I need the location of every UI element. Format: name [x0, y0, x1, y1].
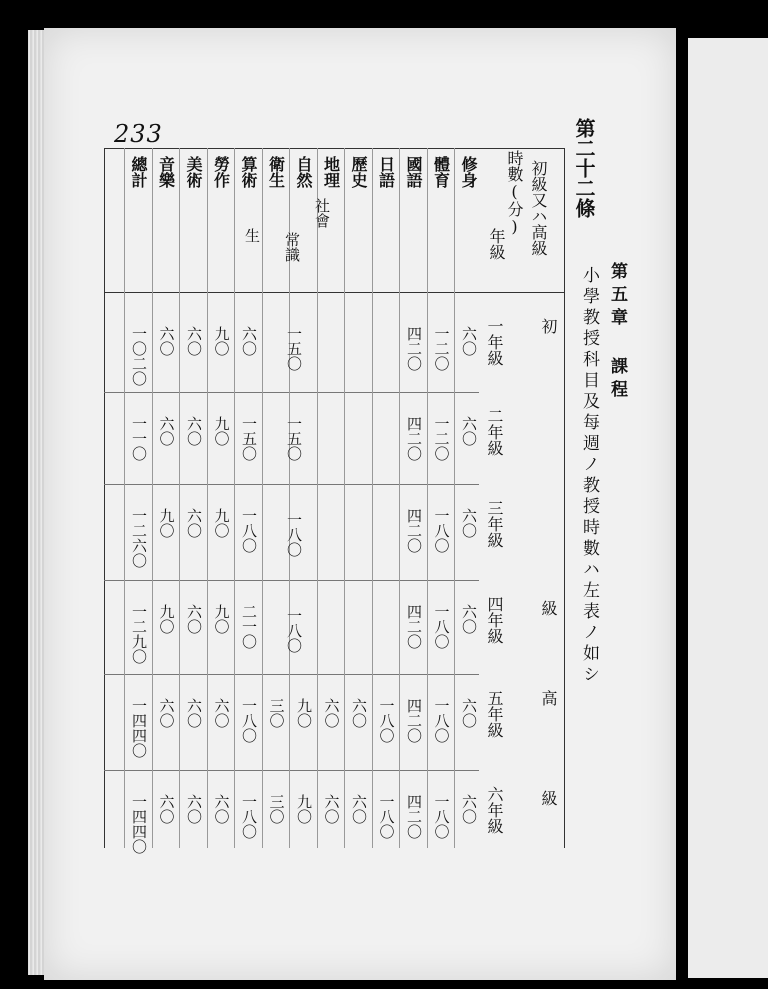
column-rule — [152, 148, 153, 848]
table-cell: 九〇 — [212, 416, 231, 446]
table-cell: 九〇 — [212, 326, 231, 356]
column-rule — [262, 148, 263, 848]
subject-4: 日語 — [376, 156, 396, 188]
table-cell: 六〇 — [212, 794, 231, 824]
table-cell: 六〇 — [185, 794, 203, 824]
table-cell: 六〇 — [157, 794, 176, 824]
merged-common-value-d: 一八〇 — [285, 608, 303, 653]
table-cell: 六〇 — [350, 698, 368, 728]
column-rule — [317, 148, 318, 848]
level-higher-label: 高 — [539, 690, 558, 706]
subject-2: 體育 — [431, 156, 451, 188]
table-cell: 三〇 — [267, 698, 286, 728]
grade-row-rule — [104, 484, 479, 485]
table-cell: 三〇 — [267, 794, 286, 824]
table-cell: 一〇二〇 — [130, 326, 148, 386]
column-rule — [207, 148, 208, 848]
table-cell: 六〇 — [460, 698, 478, 728]
table-cell: 一二九〇 — [130, 604, 148, 664]
table-cell: 四二〇 — [405, 508, 423, 553]
chapter-title: 第五章 課程 — [607, 262, 627, 403]
table-cell: 四二〇 — [405, 416, 423, 461]
column-rule — [372, 148, 373, 848]
grade-header-6: 六年級 — [485, 786, 504, 834]
table-cell: 六〇 — [212, 698, 231, 728]
table-cell: 六〇 — [185, 416, 203, 446]
column-rule — [427, 148, 428, 848]
table-cell: 九〇 — [157, 604, 176, 634]
grade-header-5: 五年級 — [485, 690, 504, 738]
table-cell: 六〇 — [322, 794, 341, 824]
table-cell: 九〇 — [212, 604, 231, 634]
table-cell: 一四四〇 — [130, 794, 148, 854]
grade-row-rule — [104, 580, 479, 581]
column-rule — [399, 148, 400, 848]
table-cell: 六〇 — [460, 416, 478, 446]
subject-9: 算術 — [239, 156, 258, 188]
merged-common-value: 一五〇 — [285, 326, 303, 371]
table-top-rule — [104, 148, 564, 149]
merged-common-value-b: 一五〇 — [285, 416, 303, 461]
grade-row-rule — [104, 770, 479, 771]
merged-common-label: 常識 — [283, 232, 301, 262]
table-cell: 六〇 — [322, 698, 341, 728]
table-cell: 六〇 — [157, 416, 176, 446]
table-cell: 九〇 — [157, 508, 176, 538]
subject-11: 美術 — [184, 156, 203, 188]
table-cell: 四二〇 — [405, 794, 423, 839]
merged-hygiene-label: 生 — [243, 228, 261, 243]
table-cell: 一八〇 — [240, 698, 258, 743]
subject-6: 地理 — [321, 156, 341, 188]
subject-12: 音樂 — [156, 156, 176, 188]
table-cell: 一五〇 — [240, 416, 258, 461]
table-cell: 一八〇 — [432, 794, 451, 839]
table-cell: 六〇 — [157, 326, 176, 356]
grade-header-3: 三年級 — [485, 500, 504, 548]
column-rule — [454, 148, 455, 848]
table-cell: 一八〇 — [432, 698, 451, 743]
corner-grade-label: 年級 — [487, 228, 506, 260]
table-caption: 小學教授科目及每週ノ教授時數ハ左表ノ如シ — [579, 266, 599, 686]
subject-13: 總計 — [129, 156, 148, 188]
column-rule — [234, 148, 235, 848]
level-higher-suffix: 級 — [539, 790, 558, 806]
column-rule — [179, 148, 180, 848]
corner-level-label: 初級又ハ高級 — [529, 160, 548, 256]
corner-unit-label: 時數(分) — [505, 150, 524, 236]
merged-social-label: 社會 — [313, 198, 331, 228]
page-number: 233 — [114, 120, 163, 148]
table-cell: 一四四〇 — [130, 698, 148, 758]
table-cell: 一八〇 — [377, 698, 396, 743]
grade-header-2: 二年級 — [485, 408, 504, 456]
table-cell: 六〇 — [185, 604, 203, 634]
level-initial-label: 初 — [539, 318, 558, 334]
table-cell: 九〇 — [295, 698, 313, 728]
table-cell: 一一〇 — [130, 416, 148, 461]
table-cell: 一二六〇 — [130, 508, 148, 568]
header-separator — [104, 292, 564, 293]
grade-row-rule — [104, 392, 479, 393]
subject-10: 勞作 — [211, 156, 231, 188]
table-cell: 六〇 — [460, 508, 478, 538]
table-cell: 二一〇 — [240, 604, 258, 649]
table-cell: 六〇 — [185, 508, 203, 538]
table-cell: 一八〇 — [432, 508, 451, 553]
table-cell: 九〇 — [212, 508, 231, 538]
table-cell: 六〇 — [460, 326, 478, 356]
grade-row-rule — [104, 674, 479, 675]
table-cell: 四二〇 — [405, 326, 423, 371]
table-right-rule — [564, 148, 565, 848]
grade-header-1: 一年級 — [485, 318, 504, 366]
subject-5: 歷史 — [349, 156, 368, 188]
table-cell: 六〇 — [460, 794, 478, 824]
merged-common-value-c: 一八〇 — [285, 512, 303, 557]
table-cell: 一二〇 — [432, 326, 451, 371]
table-cell: 六〇 — [350, 794, 368, 824]
table-cell: 六〇 — [460, 604, 478, 634]
table-cell: 六〇 — [185, 326, 203, 356]
subject-3: 國語 — [404, 156, 423, 188]
table-cell: 一八〇 — [377, 794, 396, 839]
table-cell: 六〇 — [157, 698, 176, 728]
table-cell: 一八〇 — [240, 794, 258, 839]
table-cell: 九〇 — [295, 794, 313, 824]
subject-1: 修身 — [459, 156, 478, 188]
table-cell: 一二〇 — [432, 416, 451, 461]
subject-7: 自然 — [294, 156, 313, 188]
article-heading: 第二十二條 — [572, 118, 596, 218]
subject-8: 衛生 — [266, 156, 286, 188]
grade-header-4: 四年級 — [485, 596, 504, 644]
table-cell: 六〇 — [185, 698, 203, 728]
column-rule — [344, 148, 345, 848]
table-cell: 四二〇 — [405, 698, 423, 743]
adjacent-page — [688, 38, 768, 978]
table-cell: 六〇 — [240, 326, 258, 356]
column-rule — [124, 148, 125, 848]
table-cell: 四二〇 — [405, 604, 423, 649]
table-left-rule — [104, 148, 105, 848]
table-cell: 一八〇 — [240, 508, 258, 553]
level-initial-suffix: 級 — [539, 600, 558, 616]
table-cell: 一八〇 — [432, 604, 451, 649]
